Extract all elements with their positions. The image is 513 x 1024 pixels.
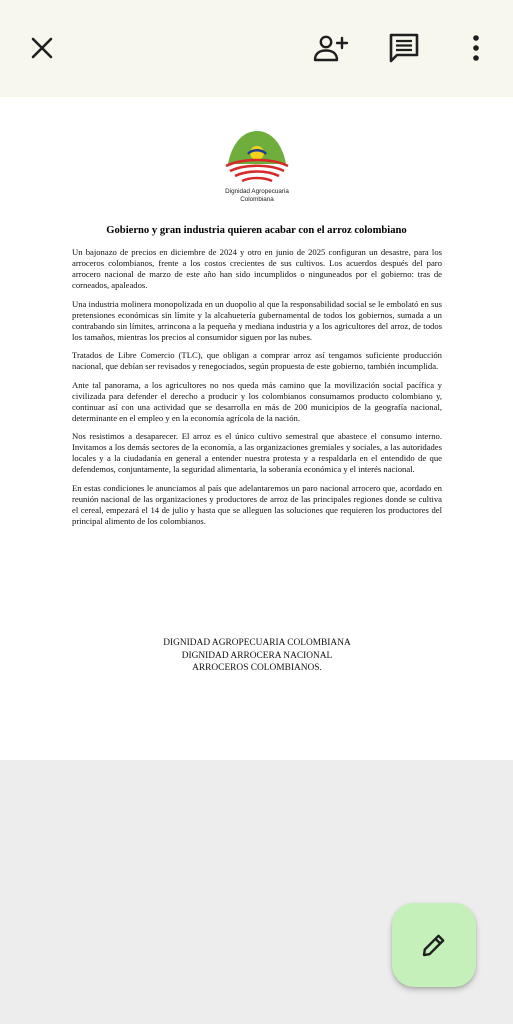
document-paragraph: Ante tal panorama, a los agricultores no nos queda más camino que la movilización social pacífica y civilizada para defender el derecho a producir y los colombianos consumamos producto colombiano y, continuar así con una actividad que se desarrolla en más de 200 municipios de la geografía nacional, determinante en el empleo y en la economía agrícola de la nación.: [72, 379, 442, 423]
logo-caption-line: Dignidad Agropecuaria: [225, 188, 289, 195]
close-button[interactable]: [20, 26, 64, 70]
document-paragraph: Un bajonazo de precios en diciembre de 2024 y otro en junio de 2025 configuran un desastre, para los arroceros colombianos, frente a los costos crecientes de sus cultivos. Los acuerdos después del paro arrocero nacional de marzo de este año han sido incumplidos o ninguneados por el gobierno: tras de corneados, apaleados.: [72, 247, 442, 291]
signature-line: DIGNIDAD AGROPECUARIA COLOMBIANA: [163, 638, 351, 648]
edit-fab-button[interactable]: [392, 903, 476, 987]
signature-line: DIGNIDAD ARROCERA NACIONAL: [181, 650, 333, 661]
document-body: [72, 247, 442, 534]
logo-caption: [212, 188, 302, 203]
signature-line: ARROCEROS COLOMBIANOS.: [192, 663, 322, 674]
add-person-button[interactable]: [309, 26, 353, 70]
person-add-icon: [313, 34, 349, 62]
document-paragraph: Tratados de Libre Comercio (TLC), que obligan a comprar arroz así tengamos suficiente producción nacional, que debían ser revisados y renegociados, según propuesta de este gobierno, también incumplida.: [72, 350, 442, 372]
organization-logo: [212, 128, 302, 208]
more-options-button[interactable]: [454, 26, 498, 70]
comment-icon: [388, 32, 420, 64]
top-app-bar: [0, 0, 513, 97]
more-vertical-icon: [472, 34, 480, 62]
document-title: Gobierno y gran industria quieren acabar con el arroz colombiano: [106, 225, 407, 236]
close-icon: [30, 36, 54, 60]
document-paragraph: Una industria molinera monopolizada en un duopolio al que la responsabilidad social se le embolató en sus pretensiones económicas sin límite y la alcahuetería gubernamental de todos los gobiernos, sumada a un contrabando sin límites, arrincona a la pequeña y mediana industria y a los agricultores del arroz, de todos los tamaños, mientras los precios al consumidor siguen por las nubes.: [72, 298, 442, 342]
comments-button[interactable]: [382, 26, 426, 70]
edit-pencil-icon: [419, 930, 449, 960]
document-paragraph: En estas condiciones le anunciamos al país que adelantaremos un paro nacional arrocero que, acordado en reunión nacional de las organizaciones y productores de arroz de las principales regiones donde se cultiva el cereal, empezará el 14 de julio y hasta que se alleguen las soluciones que requieren los productores del principal alimento de los colombianos.: [72, 482, 442, 526]
document-signature: [72, 637, 442, 675]
logo-caption-line: Colombiana: [240, 195, 274, 203]
document-paragraph: Nos resistimos a desaparecer. El arroz es el único cultivo semestral que abastece el consumo interno. Invitamos a los demás sectores de la economía, a las organizaciones gremiales y sociales, a las autoridades locales y a la ciudadanía en general a entender nuestra protesta y a respaldarla en el entendido de que defendemos, conjuntamente, la seguridad alimentaria, la soberanía económica y el interés nacional.: [72, 431, 442, 475]
rice-field-logo-icon: [222, 128, 292, 188]
